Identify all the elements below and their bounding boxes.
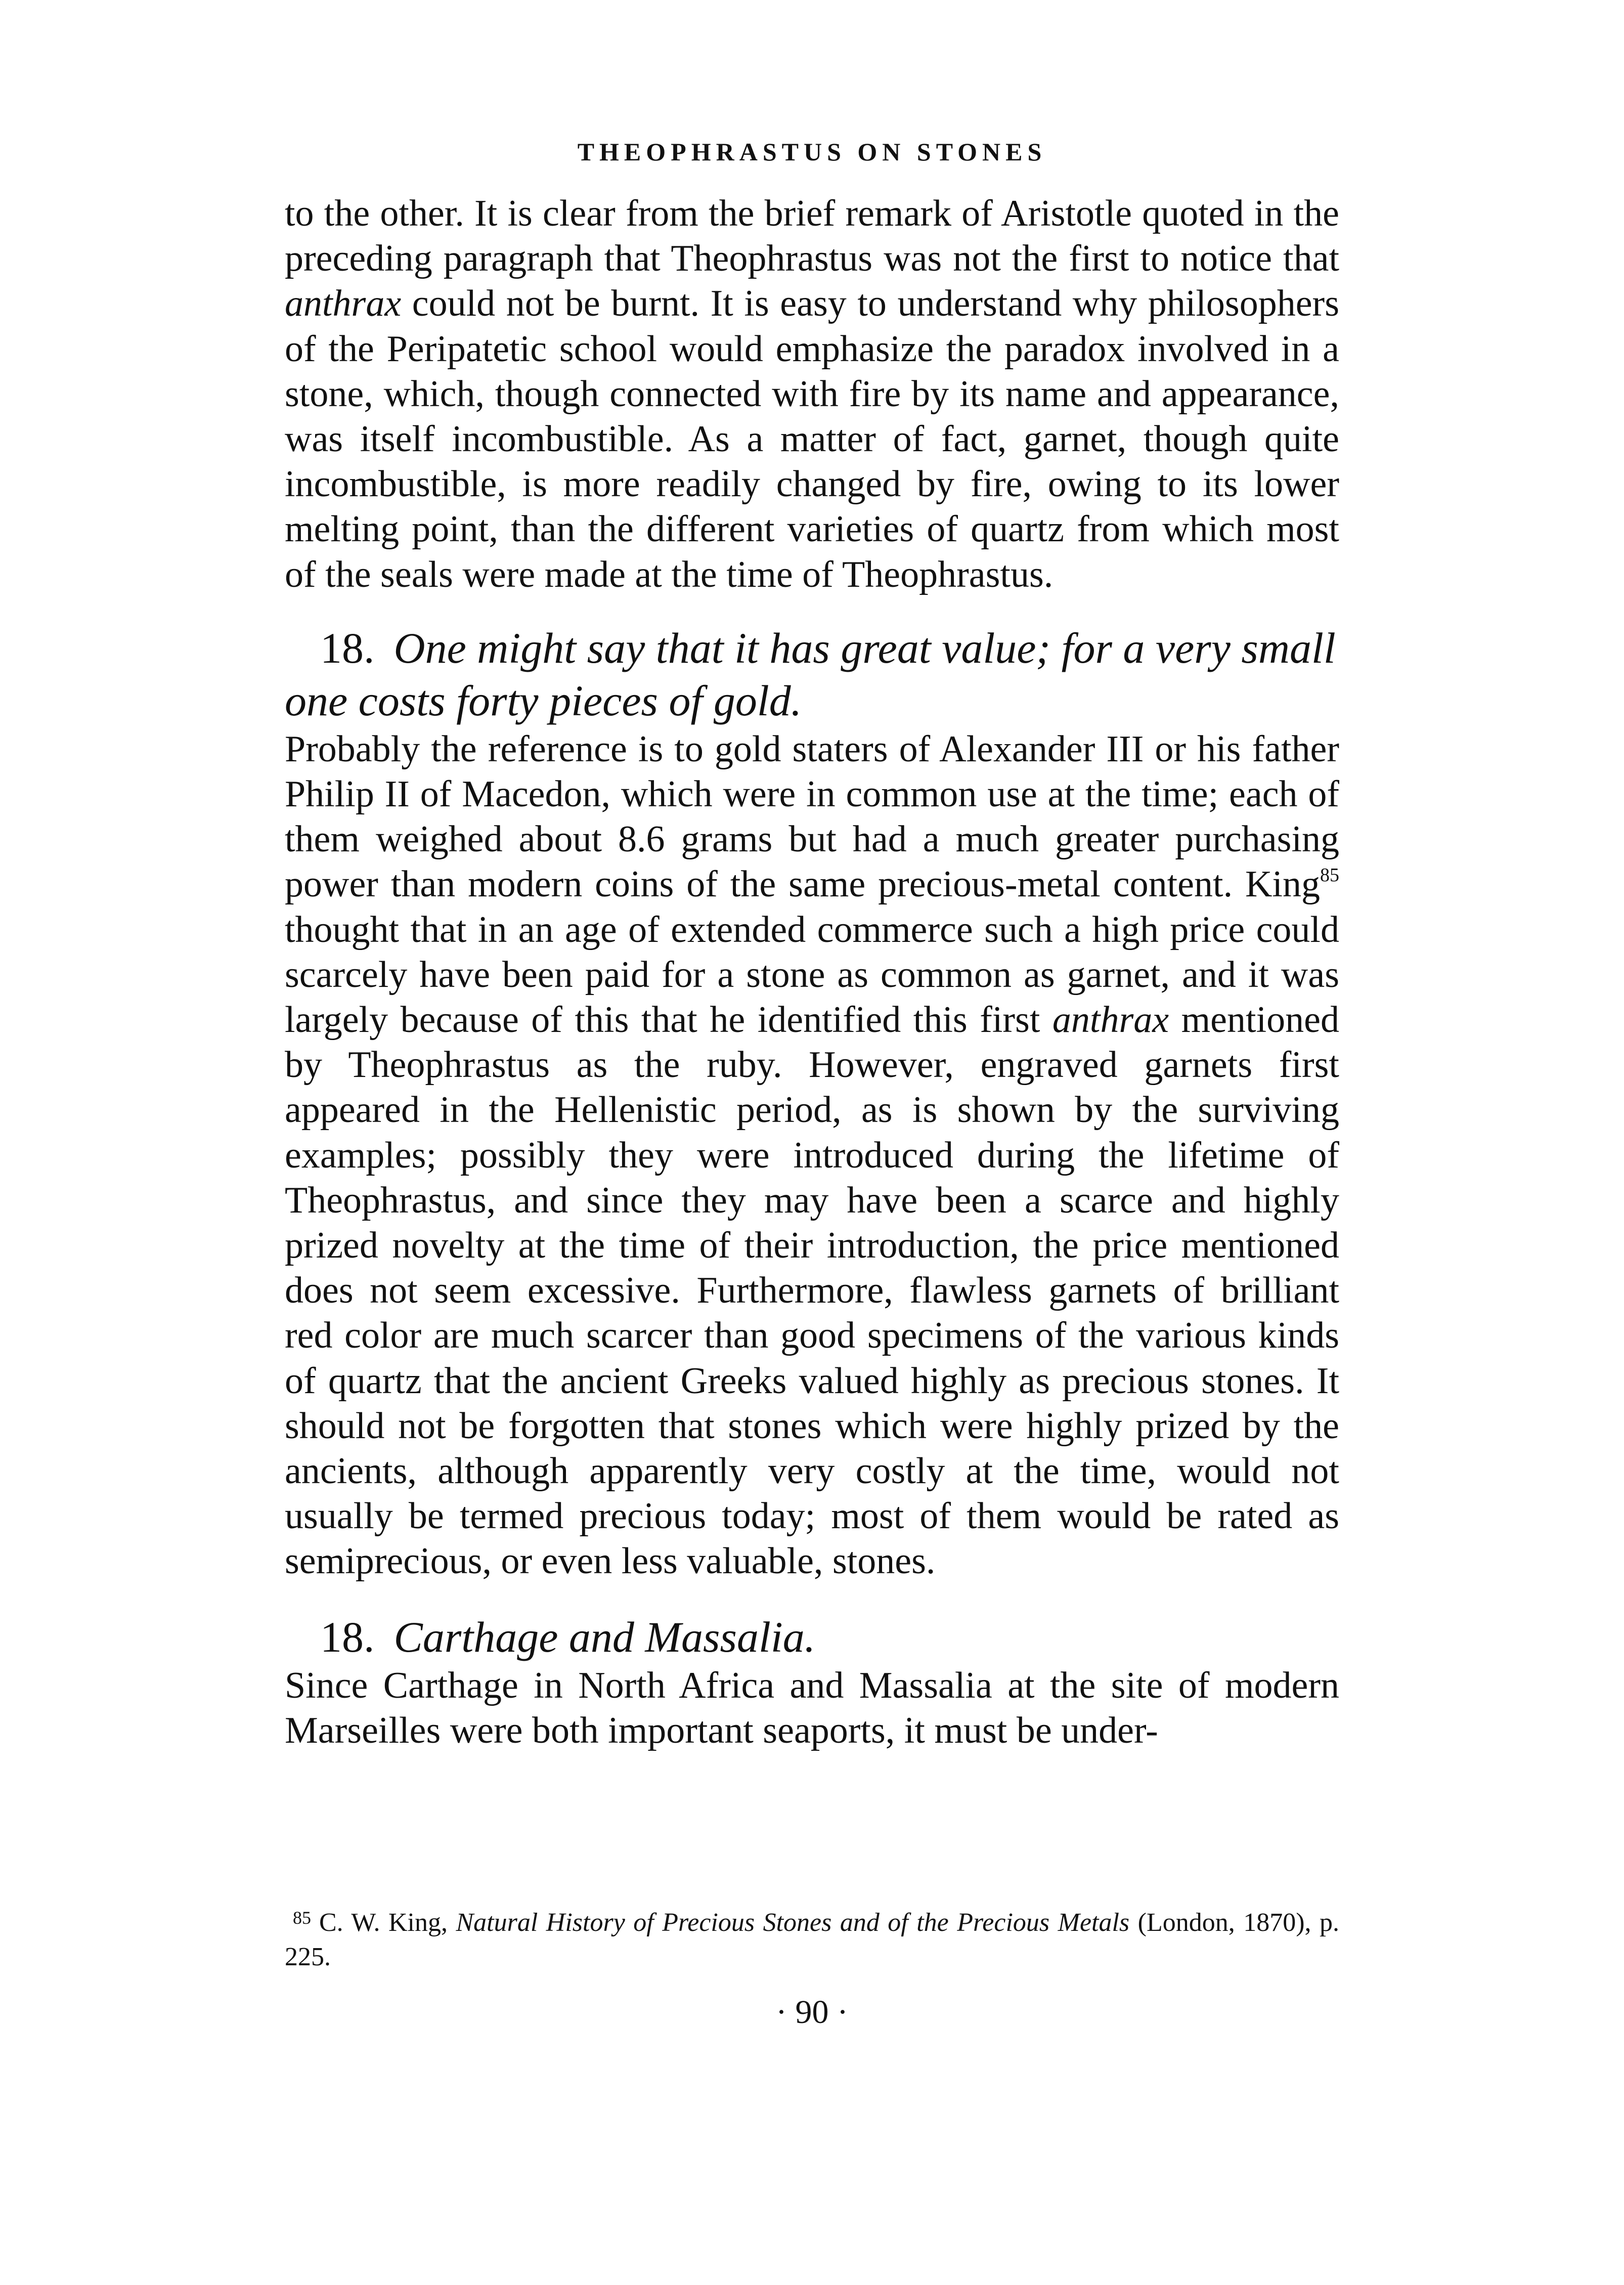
footnote-text: C. W. King, [319,1908,456,1937]
footnote-title: Natural History of Precious Stones and of the Precious Metals [456,1908,1130,1937]
paragraph-text: to the other. It is clear from the brief remark of Aristotle quoted in the preceding paragraph that Theophrastus was not the first to notice that [285,193,1339,280]
main-text [285,191,1339,1753]
page-number: · 90 · [776,1994,848,2031]
paragraph-text: could not be burnt. It is easy to understand why philosophers of the Peripatetic school would emphasize the paradox involved in a stone, which, though connected with fire by its name and appearance, was itself incombustible. As a matter of fact, garnet, though quite incombustible, is more readily changed by fire, owing to its lower melting point, than the different varieties of quartz from which most of the seals were made at the time of Theophrastus. [285,283,1339,595]
commentary-paragraph [285,727,1339,1584]
footnote-number: 85 [293,1908,311,1928]
italic-term: anthrax [1052,999,1169,1041]
section-heading [285,622,1339,727]
footnote [285,1901,1339,1974]
commentary-paragraph [285,1663,1339,1753]
section-heading [285,1611,1339,1663]
section-number: 18. [320,1612,375,1661]
paragraph-text: Since Carthage in North Africa and Massalia at the site of modern Marseilles were both important seaports, it must be under- [285,1664,1339,1751]
paragraph-text: thought that in an age of extended commerce such a high price could scarcely have been paid for a stone as common as garnet, and it was largely because of this that he identified this first [285,909,1339,1041]
paragraph-continuation [285,191,1339,597]
italic-term: anthrax [285,283,402,325]
paragraph-text: mentioned by Theophrastus as the ruby. However, engraved garnets first appeared in the Hellenistic period, as is shown by the surviving examples; possibly they were introduced during the lifetime of Theophrastus, and since they may have been a scarce and highly prized novelty at the time of their introduction, the price mentioned does not seem excessive. Furthermore, flawless garnets of brilliant red color are much scarcer than good specimens of the various kinds of quartz that the ancient Greeks valued highly as precious stones. It should not be forgotten that stones which were highly prized by the ancients, although apparently very costly at the time, would not usually be termed precious today; most of them would be rated as semiprecious, or even less valuable, stones. [285,999,1339,1582]
section-lemma: One might say that it has great value; for a very small one costs forty pieces of gold. [285,623,1336,725]
paragraph-text: Probably the reference is to gold staters of Alexander III or his father Philip II of Macedon, which were in common use at the time; each of them weighed about 8.6 grams but had a much greater purchasing power than modern coins of the same precious-metal content. King [285,728,1339,906]
footnote-text: (London, 1870), p. 225. [285,1908,1340,1971]
section-number: 18. [320,623,375,672]
section-lemma: Carthage and Massalia. [393,1612,816,1661]
running-head: THEOPHRASTUS ON STONES [577,138,1047,166]
footnote-reference[interactable]: 85 [1320,865,1339,886]
